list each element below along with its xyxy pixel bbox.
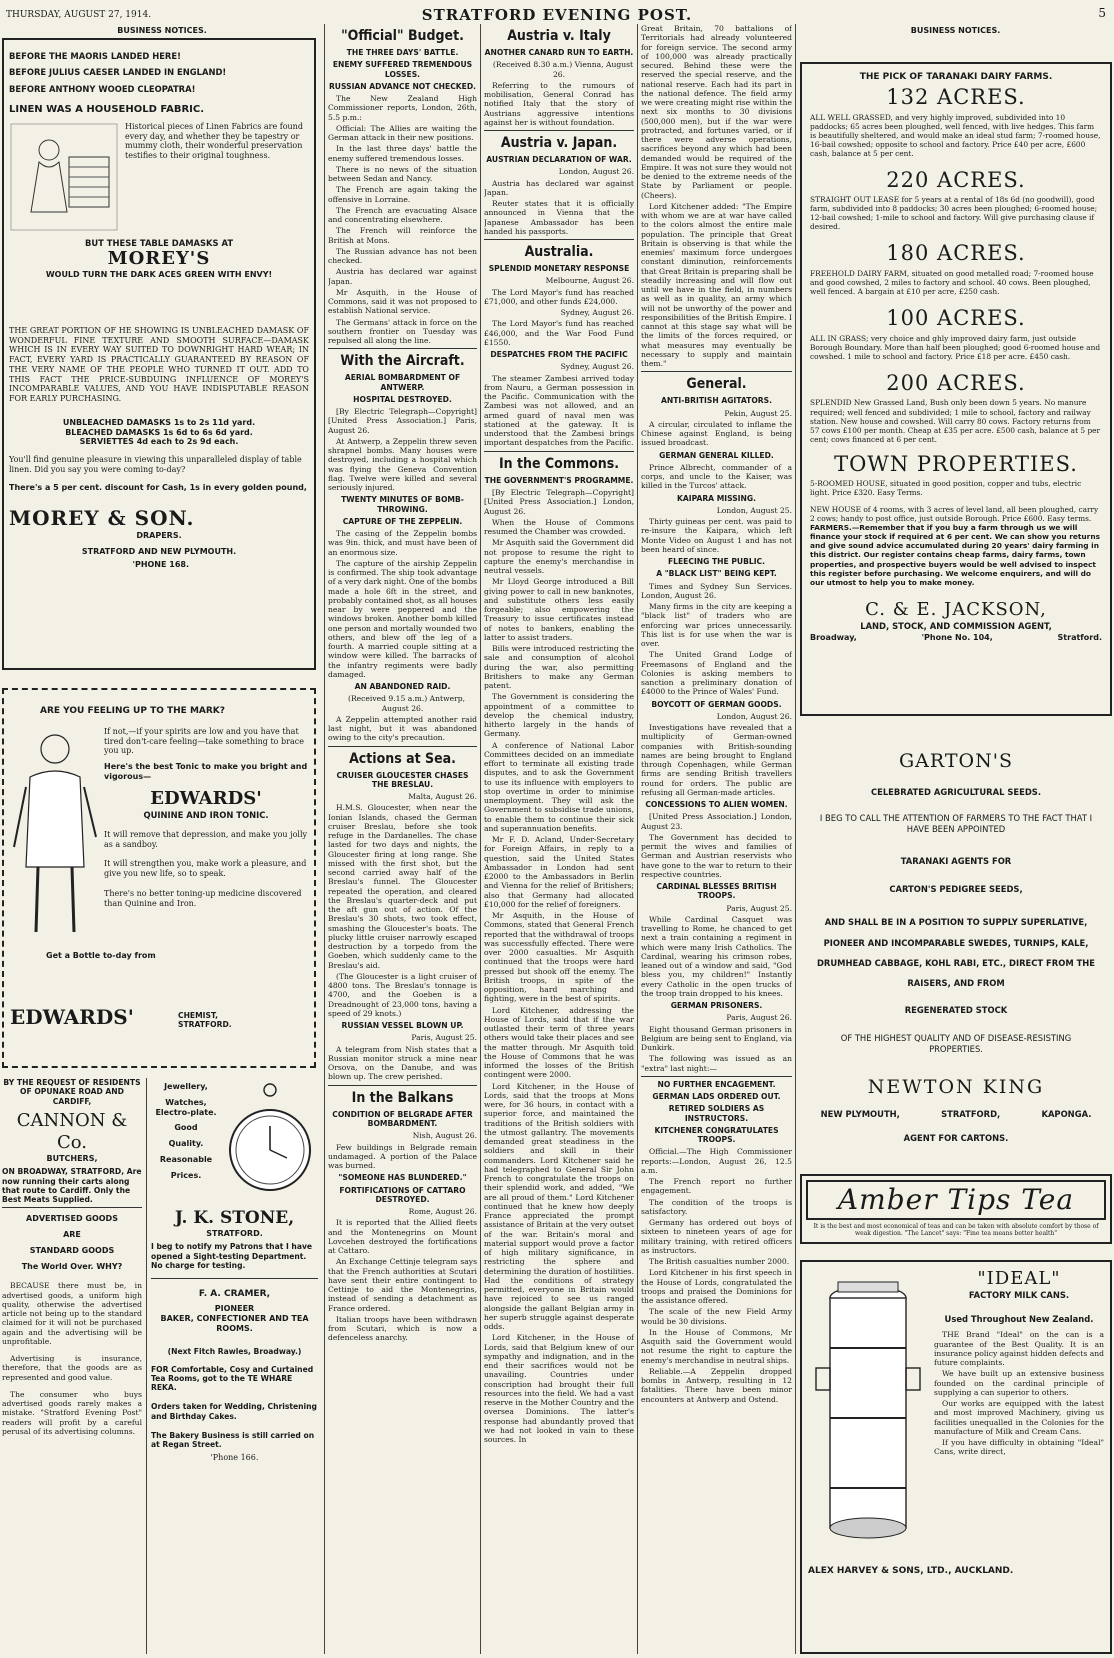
cannon-name: CANNON & Co.	[16, 1109, 128, 1153]
article-paragraph: When the House of Commons resumed the Chamber was crowded.	[484, 517, 634, 537]
ideal-sub: FACTORY MILK CANS.	[968, 1289, 1070, 1300]
article-paragraph: Lord Kitchener, in the House of Lords, said that the troops at Mons were, for 36 hours, in contact with a superior force, and maintained the traditions of the British soldiers with the utmost gallantry. The movements demanded great steadiness in the soldiers and skill in their commanders. Lord Kitchener said he had telegraphed to General Sir John French to congratulate the troops on their splendid work, and added, "We are all proud of them." Lord Kitchener continued that he knew how deeply France appreciated the prompt assistance of Britain at the very outset of the war. Britain's moral and material support would prove a factor of high military significance, in restricting the sphere and determining the duration of hostilities. Had the conditions of strategy permitted, everyone in Britain would have rejoiced to see us ranged alongside the gallant Belgian army in her superb struggle against desperate odds.	[484, 1081, 634, 1332]
edwards-chemist: CHEMIST, STRATFORD.	[178, 1010, 232, 1029]
article-dateline: London, August 26.	[558, 167, 634, 177]
subhead: DESPATCHES FROM THE PACIFIC	[490, 350, 628, 360]
article-paragraph: Lord Kitchener, in the House of Lords, said that Belgium knew of our sympathy and indignation, and in the end their sacrifices would not be unavailing. Countries under conscription had brought their full resources into the field. We had a vast reserve in the Mother Country and the oversea Dominions. The latter's response had abundantly proved that we had not looked in vain to these sources. In	[484, 1333, 634, 1445]
article-paragraph: Eight thousand German prisoners in Belgium are being sent to England, via Dunkirk.	[641, 1024, 792, 1053]
jackson-desc: STRAIGHT OUT LEASE for 5 years at a rental of 18s 6d (no goodwill), good farm, subdivided into 8 paddocks; 30 acres been ploughed; 6-roomed house; 12-bail cowshed; 1-mile to school and factory. Will give purchasing clause if desired.	[810, 195, 1098, 232]
cramer-trade: BAKER, CONFECTIONER AND TEA ROOMS.	[160, 1313, 309, 1333]
ideal-used: Used Throughout New Zealand.	[944, 1314, 1094, 1325]
garton-name: GARTON'S	[899, 750, 1013, 772]
morey-price-3: SERVIETTES 4d each to 2s 9d each.	[79, 437, 239, 447]
subhead: GERMAN LADS ORDERED OUT.	[652, 1092, 781, 1102]
subhead: KAIPARA MISSING.	[677, 493, 756, 503]
article-paragraph: There is no news of the situation between Sedan and Nancy.	[328, 164, 477, 184]
article-paragraph: A circular, circulated to inflame the Chinese against England, is being issued broadcast.	[641, 419, 792, 448]
headline-general: General.	[686, 376, 747, 393]
edwards-tonic: QUININE AND IRON TONIC.	[143, 809, 269, 820]
subhead: THE THREE DAYS' BATTLE.	[346, 48, 459, 58]
article-paragraph: Reuter states that it is officially announced in Vienna that the Japanese Ambassador has been handed his passports.	[484, 199, 634, 236]
stone-item: Good	[174, 1123, 198, 1133]
jackson-desc: SPLENDID New Grassed Land, Bush only been down 5 years. No manure required; well fenced and subdivided; 1 mile to school, factory and railway station. New house and cowshed. Will carry 80 cows. Factory returns from 57 cows £100 per month. Cheap at £35 per acre. £500 cash, balance at 5 per cent; cows financed at 6 per cent.	[810, 398, 1101, 444]
headline-balkans: In the Balkans	[351, 1089, 454, 1106]
adv-h3: STANDARD GOODS	[29, 1245, 115, 1255]
newton-king-town: NEW PLYMOUTH,	[820, 1109, 900, 1120]
article-paragraph: The French are again taking the offensive in Lorraine.	[328, 185, 477, 204]
article-paragraph: It is reported that the Allied fleets and the Montenegrins on Mount Lovcehen destroyed the fortifications at Cattaro.	[328, 1218, 477, 1256]
morey-firm: MOREY & SON.	[9, 506, 195, 531]
article-paragraph: Austria has declared war against Japan.	[484, 178, 634, 197]
article-paragraph: The Germans' attack in force on the southern frontier on Tuesday was repulsed all along the line.	[328, 317, 477, 346]
cramer-bakery: The Bakery Business is still carried on at Regan Street.	[151, 1430, 315, 1450]
subhead: RUSSIAN ADVANCE NOT CHECKED.	[328, 81, 477, 91]
edwards-best: Here's the best Tonic to make you bright and vigorous—	[104, 762, 308, 781]
headline-commons: In the Commons.	[498, 455, 619, 472]
subhead: AUSTRIAN DECLARATION OF WAR.	[486, 155, 632, 165]
article-paragraph: Few buildings in Belgrade remain undamaged. A portion of the Palace was burned.	[328, 1142, 477, 1171]
garton-agent-for: AGENT FOR CARTONS.	[903, 1133, 1009, 1144]
cannon-body: ON BROADWAY, STRATFORD, Are now running their carts along that route to Cardiff. Only the Best Meats Supplied.	[2, 1167, 142, 1205]
jackson-acres-heading: 200 ACRES.	[886, 370, 1026, 395]
article-paragraph: The condition of the troops is satisfactory.	[641, 1197, 792, 1216]
article-paragraph: The steamer Zambesi arrived today from Nauru, a German possession in the Pacific. Communication with the Zambesi was not allowed, and an armed guard of naval men was stationed at the gateway. It is understood that the Zambesi brings important despatches from the Pacific.	[484, 373, 634, 448]
morey-line-3: BEFORE ANTHONY WOOED CLEOPATRA!	[9, 83, 196, 94]
article-paragraph: Germany has ordered out boys of sixteen to nineteen years of age for military training, with retired officers as instructors.	[641, 1218, 792, 1255]
column-rule	[637, 24, 638, 1654]
subhead: CARDINAL BLESSES BRITISH TROOPS.	[656, 882, 777, 901]
ideal-firm: ALEX HARVEY & SONS, LTD., AUCKLAND.	[808, 1566, 1014, 1576]
article-paragraph: The Government has decided to permit the wives and families of German and Austrian reservists who have gone to the war to return to their respective countries.	[641, 832, 792, 879]
jackson-title: THE PICK OF TARANAKI DAIRY FARMS.	[859, 72, 1053, 82]
article-paragraph: The casing of the Zeppelin bombs was 9in. thick, and must have been of an enormous size.	[328, 529, 477, 557]
morey-name: MOREY'S	[107, 248, 211, 270]
morey-body: THE GREAT PORTION OF HE SHOWING IS UNBLEACHED DAMASK OF WONDERFUL FINE TEXTURE AND SMOOTH SURFACE—DAMASK WHICH IS IN EVERY WAY SUITED TO DOWNRIGHT HARD WEAR; IN FACT, EVERY YARD IS PRACTICALLY GUARANTEED BY REASON OF THE VERY NAME OF THE PEOPLE WHO TURNED IT OUT. ADD TO THIS FACT THE PRICE-SUBDUING INFLUENCE OF MOREY'S INCOMPARABLE VALUES, AND YOU HAVE INDISPUTABLE REASON FOR EARLY PURCHASING.	[9, 325, 309, 404]
stone-item: Jewellery,	[164, 1082, 208, 1091]
article-paragraph: Austria has declared war against Japan.	[328, 267, 477, 286]
morey-price-1: UNBLEACHED DAMASKS 1s to 2s 11d yard.	[62, 417, 256, 427]
article-paragraph: Investigations have revealed that a multiplicity of German-owned companies with British-sounding names are being brought to England through Copenhagen, while German firms are sending British travellers round for orders. The public are refusing all German-made articles.	[641, 723, 792, 797]
stone-cramer-adverts	[146, 1078, 318, 1654]
subhead: "SOMEONE HAS BLUNDERED."	[338, 1173, 467, 1183]
article-dateline: Paris, August 25.	[411, 1033, 477, 1043]
article-paragraph: The following was issued as an "extra" last night:—	[641, 1054, 792, 1073]
jackson-acres-heading: 100 ACRES.	[886, 306, 1026, 331]
amber-tips-logo: Amber Tips Tea	[837, 1182, 1075, 1216]
subhead: CONDITION OF BELGRADE AFTER BOMBARDMENT.	[332, 1109, 473, 1129]
article-dateline: Paris, August 26.	[726, 1013, 792, 1023]
jackson-desc: ALL IN GRASS; very choice and ghly improved dairy farm, just outside Borough Boundary. More than half been ploughed; good 6-roomed house and cowshed. 1 mile to school and factory. Price £18 per acre. £450 cash.	[810, 333, 1101, 361]
business-notices-header-right: BUSINESS NOTICES.	[910, 26, 1001, 35]
edwards-intro: If not,—if your spirits are low and you have that tired don't-care feeling—take something to brace you up.	[104, 726, 304, 756]
jackson-acres-heading: 220 ACRES.	[886, 167, 1026, 192]
article-dateline: Paris, August 25.	[726, 903, 792, 913]
article-paragraph: [United Press Association.] London, August 23.	[641, 812, 792, 831]
morey-but: BUT THESE TABLE DAMASKS AT	[84, 237, 234, 248]
edwards-firm: EDWARDS'	[10, 1004, 134, 1029]
cramer-rooms: FOR Comfortable, Cosy and Curtained Tea Rooms, got to the TE WHARE REKA.	[151, 1364, 314, 1393]
article-dateline: Sydney, August 26.	[560, 308, 634, 318]
article-paragraph: An Exchange Cettinje telegram says that the French authorities at Scutari have sent their entire contingent to Cettinje to aid the Montenegrins, instead of sending a detachment as France ordered.	[328, 1257, 477, 1313]
subhead: KITCHENER CONGRATULATES TROOPS.	[654, 1125, 779, 1145]
article-paragraph: The Government is considering the appointment of a committee to develop the chemical industry, hitherto largely in the hands of Germany.	[484, 692, 634, 739]
article-paragraph: Lord Kitchener added: "The Empire with whom we are at war have called to the colors almost the entire male population. The principle that Great Britain is observing is that while the enemies' maximum force undergoes constant diminution, reinforcements that Great Britain is preparing shall be steadily increasing and will flow out until we have in the field, in numbers as well as in quality, an army which will not be unworthy of the power and responsibilities of the British Empire. I cannot at this stage say what will be the limits of the forces required, or what measures may eventually be necessary to supply and maintain them."	[641, 201, 792, 368]
stone-town: STRATFORD.	[206, 1228, 263, 1238]
cramer-phone: 'Phone 166.	[210, 1453, 259, 1463]
article-paragraph: The New Zealand High Commissioner reports, London, 26th, 5.5 p.m.:	[328, 94, 477, 122]
article-paragraph: Referring to the rumours of mobilisation, General Conrad has notified Italy that the story of Austrians aggressive intentions against her is without foundation.	[484, 80, 634, 127]
cramer-next: (Next Fitch Rawles, Broadway.)	[167, 1347, 302, 1357]
jackson-desc: NEW HOUSE of 4 rooms, with 3 acres of level land, all been ploughed, carry 2 cows; handy to post office, just outside Borough. Price £600. Easy terms.	[810, 505, 1099, 524]
article-paragraph: In the last three days' battle the enemy suffered tremendous losses.	[328, 144, 477, 163]
jackson-acres-heading: 132 ACRES.	[886, 84, 1026, 109]
garton-agents: TARANAKI AGENTS FOR	[900, 855, 1012, 866]
edwards-text-1: It will remove that depression, and make you jolly as a sandboy.	[104, 829, 308, 849]
article-paragraph: Official.—The High Commissioner reports:—London, August 26, 12.5 a.m.	[641, 1147, 792, 1175]
weaving-woman-illustration	[9, 122, 119, 232]
garton-pedigree: CARTON'S PEDIGREE SEEDS,	[889, 884, 1023, 895]
stone-notice: I beg to notify my Patrons that I have opened a Sight-testing Department. No charge for testing.	[151, 1242, 313, 1270]
article-paragraph: Thirty guineas per cent. was paid to re-insure the Kaipara, which left Monte Video on August 1 and has not been heard of since.	[641, 517, 792, 554]
article-paragraph: Reliable.—A Zeppelin dropped bombs in Antwerp, resulting in 12 fatalities. There have been minor encounters at Antwerp and Ostend.	[641, 1366, 792, 1404]
jackson-firm: C. & E. JACKSON,	[865, 598, 1047, 620]
morey-line-2: BEFORE JULIUS CAESER LANDED IN ENGLAND!	[9, 67, 227, 78]
article-paragraph: Prince Albrecht, commander of a corps, and uncle to the Kaiser, was killed in the Turcos' attack.	[641, 462, 792, 491]
cramer-pioneer: PIONEER	[214, 1304, 255, 1314]
ideal-body: We have built up an extensive business founded on the cardinal principle of supplying a can superior to others.	[934, 1369, 1104, 1397]
article-paragraph: The French report no further engagement.	[641, 1177, 792, 1196]
article-dateline: (Received 8.30 a.m.) Vienna, August 26.	[492, 60, 634, 79]
business-notices-header: BUSINESS NOTICES.	[117, 26, 207, 35]
newton-king-town: STRATFORD,	[941, 1109, 1001, 1120]
edwards-get: Get a Bottle to-day from	[46, 950, 156, 960]
garton-supply: AND SHALL BE IN A POSITION TO SUPPLY SUPERLATIVE, PIONEER AND INCOMPARABLE SWEDES, TURNIPS, KALE, DRUMHEAD CABBAGE, KOHL RABI, ETC., DIRECT FROM THE RAISERS, AND FROM	[816, 917, 1096, 988]
subhead: HOSPITAL DESTROYED.	[353, 394, 452, 404]
stone-item: Prices.	[170, 1170, 202, 1180]
right-advert-column	[799, 24, 1112, 54]
article-paragraph: The Lord Mayor's fund has reached £46,000, and the War Food Fund £1550.	[484, 319, 634, 347]
article-paragraph: Italian troops have been withdrawn from Scutari, which is now a defenceless anarchy.	[328, 1314, 477, 1343]
garton-celebrated: CELEBRATED AGRICULTURAL SEEDS.	[870, 787, 1042, 798]
subhead: RUSSIAN VESSEL BLOWN UP.	[341, 1021, 464, 1031]
jackson-desc: FREEHOLD DAIRY FARM, situated on good metalled road; 7-roomed house and good cowshed, 2 miles to factory and school. 40 cows. Been ploughed, well fenced. A bargain at £10 per acre, £250 cash.	[810, 269, 1094, 297]
article-dateline: Sydney, August 26.	[560, 362, 634, 372]
article-paragraph: Mr Asquith, in the House of Commons, stated that General French reported that the withdrawal of troops was successfully effected. There were over 2000 casualties. Mr Asquith continued that the troops were hard pressed but shook off the enemy. The British troops, in spite of the opposition, hard marching and fighting, were in the best of spirits.	[484, 911, 634, 1004]
morey-discount: There's a 5 per cent. discount for Cash, 1s in every golden pound,	[9, 482, 307, 492]
article-paragraph: [By Electric Telegraph—Copyright] [United Press Association.] London, August 26.	[484, 488, 634, 516]
article-paragraph: Great Britain, 70 battalions of Territorials had already volunteered for foreign service. The second army of 100,000 was already practically secured. Behind these were the reserved the special reserve, and the national reserve. Each had its part in the national defence. The field army we were creating might rise within the next six months to 30 divisions (500,000 men), but if the war were protracted, and fortunes varied, or if there were adverse operations, sacrifices beyond any which had been demanded would be required of the Empire. It was not sure they would not be denied to the extreme needs of the State by Parliament or people. (Cheers).	[641, 24, 792, 200]
morey-drapers: DRAPERS.	[136, 530, 182, 540]
left-bottom-adverts	[2, 1078, 142, 1654]
article-paragraph: Bills were introduced restricting the sale and consumption of alcohol during the war, also permitting Britishers to make any German patent.	[484, 644, 634, 691]
milk-can-illustration	[808, 1268, 928, 1558]
article-paragraph: [By Electric Telegraph—Copyright] [United Press Association.] Paris, August 26.	[328, 407, 477, 435]
subhead: TWENTY MINUTES OF BOMB-THROWING.	[341, 495, 464, 514]
edwards-name: EDWARDS'	[150, 787, 262, 809]
article-dateline: Rome, August 26.	[408, 1207, 477, 1217]
article-paragraph: Mr Lloyd George introduced a Bill giving power to call in new banknotes, and substitute others less easily forgeable; also empowering the Treasury to issue certificates instead of notes to bankers, enabling the latter to assist traders.	[484, 577, 634, 642]
article-dateline: London, August 26.	[716, 711, 792, 721]
subhead: ENEMY SUFFERED TREMENDOUS LOSSES.	[332, 60, 473, 79]
adv-body-1: BECAUSE there must be, in advertised goods, a uniform high quality, otherwise the advertised article not being up to the standard claimed for it will not be purchased again and the advertising will be unprofitable.	[2, 1281, 142, 1346]
morey-line-4: LINEN WAS A HOUSEHOLD FABRIC.	[9, 103, 205, 115]
pocket-watch-illustration	[225, 1078, 315, 1208]
subhead: NO FURTHER ENCAGEMENT.	[657, 1079, 776, 1089]
article-paragraph: In the House of Commons, Mr Asquith said the Government would not resume the right to capture the enemy's merchandise in neutral ships.	[641, 1327, 792, 1365]
subhead: A "BLACK LIST" BEING KEPT.	[656, 569, 777, 579]
cannon-request: BY THE REQUEST OF RESIDENTS OF OPUNAKE ROAD AND CARDIFF,	[3, 1078, 141, 1106]
edwards-text-2: It will strengthen you, make work a pleasure, and give you new life, so to speak.	[104, 859, 307, 879]
subhead: ANTI-BRITISH AGITATORS.	[661, 396, 772, 406]
cramer-orders: Orders taken for Wedding, Christening and Birthday Cakes.	[151, 1402, 317, 1421]
subhead: FORTIFICATIONS OF CATTARO DESTROYED.	[339, 1185, 466, 1204]
edwards-question: ARE YOU FEELING UP TO THE MARK?	[40, 706, 226, 716]
subhead: CONCESSIONS TO ALIEN WOMEN.	[645, 800, 788, 810]
article-paragraph: Official: The Allies are waiting the German attack in their new positions.	[328, 123, 477, 143]
masthead-title: STRATFORD EVENING POST.	[421, 6, 693, 24]
headline-austria-japan: Austria v. Japan.	[500, 135, 618, 152]
stone-name: J. K. STONE,	[174, 1208, 295, 1228]
article-paragraph: The British casualties number 2000.	[649, 1257, 790, 1267]
morey-pleasure: You'll find genuine pleasure in viewing this unparalleled display of table linen. Did you say you were coming to-day?	[9, 455, 302, 474]
article-paragraph: (Received 9.15 a.m.) Antwerp, August 26.	[348, 694, 465, 713]
article-paragraph: Lord Kitchener, addressing the House of Lords, said that if the war outlasted their term of three years others would take their places and see the matter through. Mr Asquith told the House of Commons that he was informed the losses of the British contingent were 2000.	[484, 1005, 634, 1080]
headline-official-budget: "Official" Budget.	[341, 28, 464, 44]
morey-line-1: BEFORE THE MAORIS LANDED HERE!	[9, 51, 181, 61]
subhead: GERMAN GENERAL KILLED.	[659, 450, 774, 460]
stone-item: Watches, Electro-plate.	[155, 1097, 217, 1117]
article-paragraph: A conference of National Labor Committees decided on an immediate effort to terminate all existing trade disputes, and to ask the Government to use its influence with employers to stop overtime in order to minimise unemployment. They will ask the Government to subsidise trade unions, to enable them to continue their sick and superannuation benefits.	[484, 740, 634, 833]
edwards-text-3: There's no better toning-up medicine discovered than Quinine and Iron.	[104, 888, 302, 908]
morey-advert	[2, 38, 316, 670]
jackson-phone: 'Phone No. 104,	[921, 632, 993, 642]
article-paragraph: Mr Asquith, in the House of Commons, said it was not proposed to establish National service.	[328, 287, 477, 316]
town-properties-heading: TOWN PROPERTIES.	[834, 451, 1078, 476]
article-paragraph: Times and Sydney Sun Services. London, August 26.	[641, 581, 792, 600]
article-paragraph: The French will reinforce the British at Mons.	[328, 226, 477, 245]
morey-phone: 'PHONE 168.	[132, 560, 189, 570]
news-column-2	[328, 24, 477, 1658]
column-rule	[324, 24, 325, 1654]
newton-king-town: KAPONGA.	[1041, 1109, 1092, 1120]
stone-item: Quality.	[168, 1139, 204, 1148]
headline-aircraft: With the Aircraft.	[340, 353, 465, 370]
ideal-name: "IDEAL"	[977, 1268, 1061, 1289]
article-dateline: Pekin, August 25.	[724, 408, 792, 418]
subhead: BOYCOTT OF GERMAN GOODS.	[651, 699, 782, 709]
jackson-farmers: FARMERS.—Remember that if you buy a farm through us we will finance your stock if required at 6 per cent. We can show you returns and give sound advice accumulated during 20 years' dairy farming in this district. Our register contains cheap farms, dairy farms, town properties, and prospective buyers would be well advised to inspect this register before purchasing. We welcome enquirers, and will do our utmost to help you to make money.	[810, 523, 1100, 587]
subhead: GERMAN PRISONERS.	[670, 1001, 763, 1011]
article-paragraph: A Zeppelin attempted another raid last night, but it was abandoned owing to the city's precaution.	[328, 714, 477, 743]
headline-actions-at-sea: Actions at Sea.	[349, 750, 456, 767]
adv-body-2: Advertising is insurance, therefore, that the goods are as represented and good value.	[2, 1354, 142, 1382]
headline-austria-italy: Austria v. Italy	[507, 28, 611, 44]
amber-tips-tagline: It is the best and most economical of teas and can be taken with absolute comfort by those of weak digestion. "The Lancet" says: "Fine tea means better health"	[813, 1223, 1099, 1238]
morey-towns: STRATFORD AND NEW PLYMOUTH.	[81, 546, 237, 556]
article-dateline: London, August 25.	[716, 505, 792, 515]
ideal-body: Our works are equipped with the latest and most improved Machinery, giving us facilities unequalled in the Colonies for the manufacture of Milk and Cream Cans.	[934, 1399, 1104, 1436]
jackson-acres-heading: 180 ACRES.	[886, 241, 1026, 266]
article-paragraph: The Lord Mayor's fund has reached £71,000, and other funds £24,000.	[484, 287, 634, 306]
edwards-advert	[2, 688, 316, 1068]
column-rule	[795, 24, 796, 1654]
gentleman-illustration	[10, 727, 100, 947]
subhead: RETIRED SOLDIERS AS INSTRUCTORS.	[668, 1104, 765, 1123]
article-paragraph: At Antwerp, a Zeppelin threw seven shrapnel bombs. Many houses were destroyed, including a hospital which was flying the Geneva Convention flag. Twelve were killed and several seriously injured.	[328, 436, 477, 493]
article-paragraph: The United Grand Lodge of Freemasons of England and the Colonies is asking members to sanction a preliminary donation of £4000 to the Prince of Wales' Fund.	[641, 650, 792, 697]
subhead: THE GOVERNMENT'S PROGRAMME.	[484, 475, 634, 485]
adv-h2: ARE	[63, 1230, 81, 1240]
garton-beg: I BEG TO CALL THE ATTENTION OF FARMERS TO THE FACT THAT I HAVE BEEN APPOINTED	[819, 813, 1093, 834]
masthead-date: THURSDAY, AUGUST 27, 1914.	[6, 10, 152, 20]
news-column-3	[484, 24, 634, 1658]
article-paragraph: Mr F. D. Acland, Under-Secretary for Foreign Affairs, in reply to a question, said the United States Ambassador in London had sent £2000 to the Ambassadors in Berlin and Vienna for the relief of Britishers; also that Germany had allocated £10,000 for the relief of foreigners.	[484, 835, 634, 909]
article-dateline: Malta, August 26.	[408, 792, 477, 802]
masthead	[0, 0, 1114, 22]
page-number: 5	[1098, 6, 1106, 20]
column-rule	[480, 24, 481, 1654]
jackson-address: Broadway,	[810, 632, 857, 642]
article-paragraph: H.M.S. Gloucester, when near the Ionian Islands, chased the German cruiser Breslau, before she took refuge in the Dardanelles. The chase lasted for two days and nights, the Gloucester firing at long range. She missed with the first shot, but the second carried away half of the Breslau's funnel. The Gloucester repeated the operation, and cleared the Breslau's quarter-deck and put the aft gun out of action. Of the Breslau's 30 shots, two took effect, smashing the Gloucester's boats. The plucky little cruiser narrowly escaped destruction by a torpedo from the Goeben, which suddenly came to the Breslau's aid.	[328, 803, 477, 970]
ideal-milk-cans-advert	[800, 1260, 1112, 1654]
article-paragraph: Many firms in the city are keeping a "black list" of traders who are enforcing war prices unnecessarily. This list is for use when the war is over.	[641, 602, 792, 649]
jackson-desc: 5-ROOMED HOUSE, situated in good position, copper and tubs, electric light. Price £320. Easy Terms.	[810, 479, 1082, 498]
subhead: CAPTURE OF THE ZEPPELIN.	[342, 516, 463, 526]
subhead: CRUISER GLOUCESTER CHASES THE BRESLAU.	[336, 770, 469, 789]
subhead: SPLENDID MONETARY RESPONSE	[488, 264, 630, 274]
cramer-name: F. A. CRAMER,	[198, 1289, 271, 1300]
subhead: FLEECING THE PUBLIC.	[667, 557, 766, 567]
garton-advert	[800, 742, 1112, 1162]
subhead: AN ABANDONED RAID.	[354, 682, 451, 692]
amber-tips-advert	[800, 1174, 1112, 1244]
ideal-body: THE Brand "Ideal" on the can is a guarantee of the Best Quality. It is an insurance policy against hidden defects and future complaints.	[934, 1330, 1104, 1368]
adv-h1: ADVERTISED GOODS	[26, 1214, 118, 1224]
article-paragraph: A telegram from Nish states that a Russian monitor struck a mine near Orsova, on the Danube, and was blown up. The crew perished.	[328, 1044, 477, 1082]
adv-body-3: The consumer who buys advertised goods rarely makes a mistake. "Stratford Evening Post" readers will profit by a careful perusal of its advertising columns.	[2, 1389, 142, 1436]
news-column-4	[641, 24, 792, 1658]
article-dateline: Melbourne, August 26.	[545, 276, 634, 286]
article-paragraph: The capture of the airship Zeppelin is confirmed. The ship took advantage of a very dark night. One of the bombs made a hole 6ft in the street, and probably contained shot, as all houses near by were peppered and the windows broken. Another bomb killed one person and mortally wounded two others, and blew off the leg of a fourth. A married couple sitting at a window were killed. The barracks of the infantry regiments were badly damaged.	[328, 558, 477, 679]
article-paragraph: (The Gloucester is a light cruiser of 4800 tons. The Breslau's tonnage is 4700, and the Goeben is a Dreadnought of 23,000 tons, having a speed of 29 knots.)	[328, 971, 477, 1018]
subhead: AERIAL BOMBARDMENT OF ANTWERP.	[344, 373, 461, 392]
newton-king: NEWTON KING	[867, 1075, 1045, 1098]
subhead: ANOTHER CANARD RUN TO EARTH.	[484, 48, 634, 58]
morey-turn: WOULD TURN THE DARK ACES GREEN WITH ENVY!	[45, 270, 273, 280]
ideal-body: If you have difficulty in obtaining "Ideal" Cans, write direct,	[934, 1438, 1104, 1457]
jackson-advert	[800, 62, 1112, 716]
article-paragraph: The French are evacuating Alsace and concentrating elsewhere.	[328, 205, 477, 225]
stone-item: Reasonable	[159, 1154, 213, 1164]
article-paragraph: While Cardinal Casquet was travelling to Rome, he chanced to get next a train containing a regiment in which were many Irish Catholics. The Cardinal, wearing his crimson robes, leaned out of a window and said, "God bless you, my children!" Instantly every Catholic in the open trucks of the troop train dropped to his knees.	[641, 914, 792, 998]
garton-regenerated: REGENERATED STOCK	[904, 1005, 1008, 1016]
cannon-butchers: BUTCHERS,	[46, 1153, 98, 1163]
article-paragraph: Mr Asquith said the Government did not propose to resume the right to capture the enemy's merchandise in neutral vessels.	[484, 538, 634, 576]
headline-australia: Australia.	[524, 244, 594, 261]
morey-price-2: BLEACHED DAMASKS 1s 6d to 6s 6d yard.	[65, 427, 253, 437]
article-paragraph: Lord Kitchener in his first speech in the House of Lords, congratulated the troops and praised the Dominions for the assistance offered.	[641, 1268, 792, 1306]
jackson-town: Stratford.	[1057, 632, 1102, 642]
jackson-agents: LAND, STOCK, AND COMMISSION AGENT,	[860, 620, 1052, 631]
garton-quality: OF THE HIGHEST QUALITY AND OF DISEASE-RESISTING PROPERTIES.	[840, 1033, 1072, 1054]
article-paragraph: The scale of the new Field Army would be 30 divisions.	[641, 1307, 792, 1326]
article-paragraph: The Russian advance has not been checked.	[328, 246, 477, 266]
morey-history-text: Historical pieces of Linen Fabrics are found every day, and whether they be tapestry or mummy cloth, their wonderful preservation testifies to their original toughness.	[125, 121, 303, 161]
jackson-desc: ALL WELL GRASSED, and very highly improved, subdivided into 10 paddocks; 65 acres been ploughed, well fenced, with live hedges. This farm is beautifully sheltered, and would make an ideal stud farm; 7-roomed house, 16-bail cowshed; opposite to school and factory. Price £40 per acre, £600 cash, balance at 5 per cent.	[810, 112, 1101, 158]
article-dateline: Nish, August 26.	[412, 1131, 477, 1141]
adv-h4: The World Over. WHY?	[21, 1261, 123, 1271]
